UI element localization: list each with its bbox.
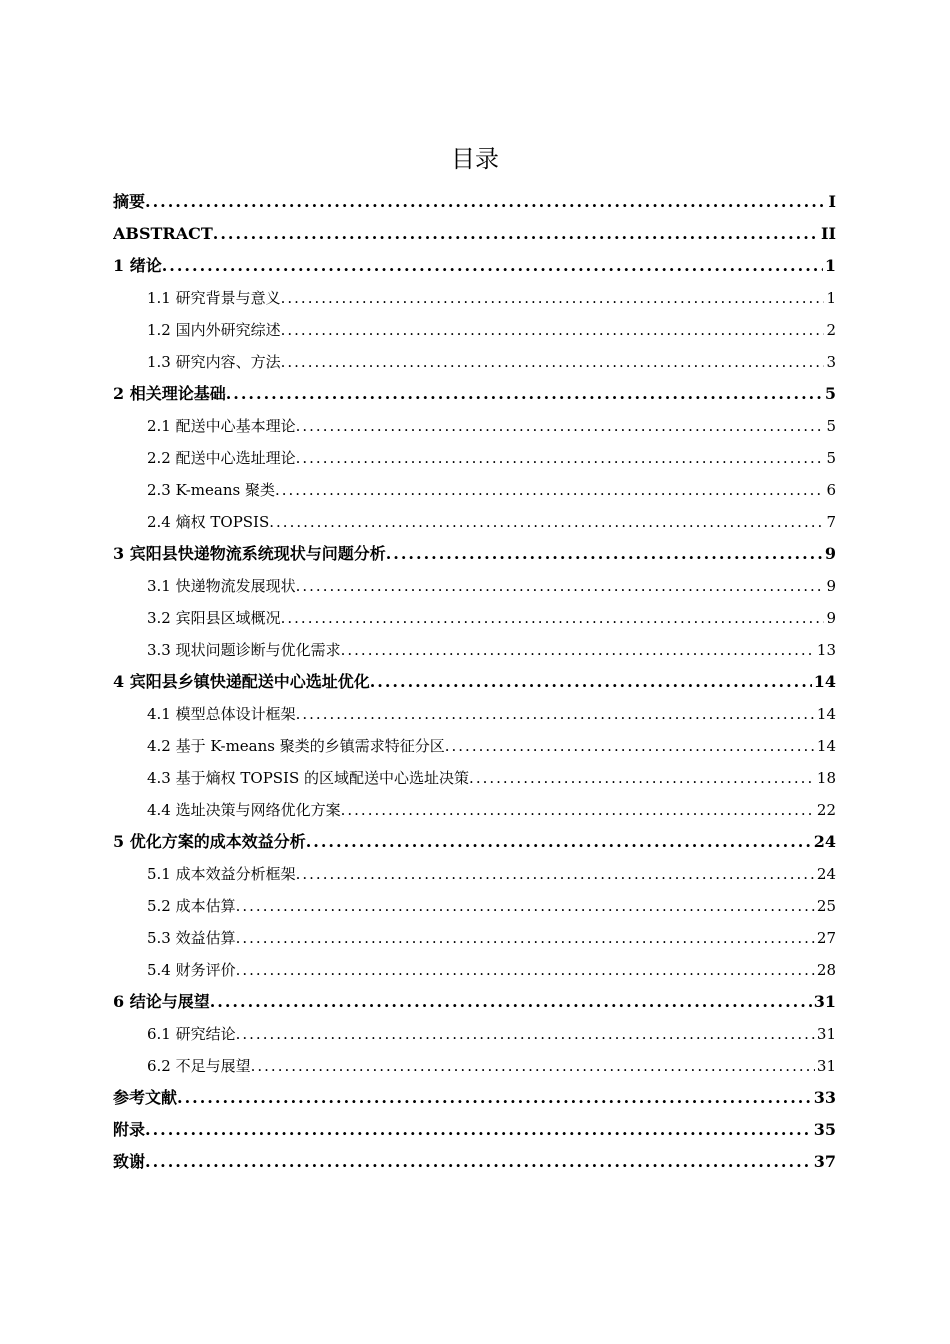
toc-entry-label: 4.2 基于 K-means 聚类的乡镇需求特征分区 xyxy=(147,737,445,755)
toc-dot-leader xyxy=(306,826,812,858)
toc-entry-page-number: 28 xyxy=(816,961,836,979)
toc-dot-leader xyxy=(236,954,815,986)
toc-entry[interactable] xyxy=(113,826,836,858)
toc-entry[interactable] xyxy=(113,762,836,794)
toc-entry-page-number: 24 xyxy=(816,865,836,883)
toc-entry-label: ABSTRACT xyxy=(113,224,213,243)
toc-entry[interactable] xyxy=(113,570,836,602)
toc-dot-leader xyxy=(281,346,825,378)
toc-entry-label: 2.1 配送中心基本理论 xyxy=(147,417,296,435)
toc-dot-leader xyxy=(281,314,825,346)
toc-entry-page-number: 1 xyxy=(826,289,836,307)
toc-entry[interactable] xyxy=(113,282,836,314)
toc-entry-label: 6 结论与展望 xyxy=(113,992,210,1011)
toc-entry[interactable] xyxy=(113,506,836,538)
toc-dot-leader xyxy=(296,570,825,602)
toc-dot-leader xyxy=(226,378,823,410)
toc-entry-page-number: 14 xyxy=(816,737,836,755)
toc-entry-page-number: 14 xyxy=(813,672,836,691)
toc-dot-leader xyxy=(269,506,824,538)
toc-dot-leader xyxy=(177,1082,812,1114)
toc-dot-leader xyxy=(145,186,827,218)
toc-dot-leader xyxy=(236,1018,815,1050)
toc-entry-label: 摘要 xyxy=(113,192,146,211)
toc-entry-label: 2.4 熵权 TOPSIS xyxy=(147,513,270,531)
toc-entry-label: 3 宾阳县快递物流系统现状与问题分析 xyxy=(113,544,386,563)
toc-entry[interactable] xyxy=(113,218,836,250)
toc-title: 目录 xyxy=(451,145,499,173)
toc-entry[interactable] xyxy=(113,1082,836,1114)
toc-dot-leader xyxy=(213,218,819,250)
toc-entry-page-number: 31 xyxy=(816,1057,836,1075)
toc-entry-label: 5.4 财务评价 xyxy=(147,961,236,979)
toc-entry[interactable] xyxy=(113,922,836,954)
toc-entry-label: 5.2 成本估算 xyxy=(147,897,236,915)
toc-dot-leader xyxy=(236,890,815,922)
toc-entry[interactable] xyxy=(113,538,836,570)
toc-dot-leader xyxy=(341,634,815,666)
toc-entry-label: 1 绪论 xyxy=(113,256,162,275)
toc-dot-leader xyxy=(275,474,824,506)
toc-entry-page-number: 24 xyxy=(813,832,836,851)
toc-entry-page-number: 6 xyxy=(826,481,836,499)
toc-entry[interactable] xyxy=(113,1114,836,1146)
toc-dot-leader xyxy=(145,1146,812,1178)
toc-dot-leader xyxy=(281,282,825,314)
toc-entry-page-number: 5 xyxy=(826,449,836,467)
toc-entry-label: 3.3 现状问题诊断与优化需求 xyxy=(147,641,341,659)
toc-entry-label: 2 相关理论基础 xyxy=(113,384,226,403)
toc-entry-page-number: 37 xyxy=(813,1152,836,1171)
toc-entry-label: 1.3 研究内容、方法 xyxy=(147,353,281,371)
toc-entry[interactable] xyxy=(113,1018,836,1050)
toc-entry[interactable] xyxy=(113,890,836,922)
toc-dot-leader xyxy=(296,410,825,442)
toc-entry-page-number: 13 xyxy=(816,641,836,659)
toc-entry-page-number: 31 xyxy=(813,992,836,1011)
toc-entry-label: 3.1 快递物流发展现状 xyxy=(147,577,296,595)
toc-entry-page-number: 33 xyxy=(813,1088,836,1107)
toc-entry-label: 1.1 研究背景与意义 xyxy=(147,289,281,307)
toc-entry-label: 致谢 xyxy=(113,1152,146,1171)
toc-entry[interactable] xyxy=(113,442,836,474)
toc-entry-page-number: 35 xyxy=(813,1120,836,1139)
toc-entry-page-number: II xyxy=(821,224,836,243)
toc-entry[interactable] xyxy=(113,250,836,282)
toc-entry-page-number: 1 xyxy=(824,256,836,275)
toc-dot-leader xyxy=(445,730,815,762)
toc-entry[interactable] xyxy=(113,474,836,506)
toc-entry-page-number: 3 xyxy=(826,353,836,371)
toc-entry-page-number: 7 xyxy=(826,513,836,531)
toc-entry-label: 6.2 不足与展望 xyxy=(147,1057,251,1075)
toc-dot-leader xyxy=(145,1114,812,1146)
toc-entry-label: 3.2 宾阳县区域概况 xyxy=(147,609,281,627)
toc-entry[interactable] xyxy=(113,666,836,698)
toc-entry-label: 6.1 研究结论 xyxy=(147,1025,236,1043)
toc-entry-page-number: 2 xyxy=(826,321,836,339)
toc-dot-leader xyxy=(296,858,815,890)
toc-entry-label: 4.4 选址决策与网络优化方案 xyxy=(147,801,341,819)
toc-entry[interactable] xyxy=(113,602,836,634)
toc-entry[interactable] xyxy=(113,986,836,1018)
toc-entry[interactable] xyxy=(113,1146,836,1178)
toc-dot-leader xyxy=(296,698,815,730)
toc-entry-page-number: 31 xyxy=(816,1025,836,1043)
toc-entry[interactable] xyxy=(113,410,836,442)
toc-entry-label: 4.1 模型总体设计框架 xyxy=(147,705,296,723)
toc-entry-label: 4 宾阳县乡镇快递配送中心选址优化 xyxy=(113,672,370,691)
toc-entry-page-number: 22 xyxy=(816,801,836,819)
toc-entry-page-number: 25 xyxy=(816,897,836,915)
toc-dot-leader xyxy=(251,1050,815,1082)
toc-entry-page-number: 18 xyxy=(816,769,836,787)
toc-dot-leader xyxy=(469,762,815,794)
toc-entry[interactable] xyxy=(113,730,836,762)
toc-dot-leader xyxy=(341,794,815,826)
toc-list xyxy=(113,186,836,1178)
toc-dot-leader xyxy=(162,250,823,282)
toc-entry-page-number: 5 xyxy=(824,384,836,403)
toc-entry[interactable] xyxy=(113,634,836,666)
toc-entry[interactable] xyxy=(113,698,836,730)
toc-entry[interactable] xyxy=(113,954,836,986)
toc-entry-label: 5.3 效益估算 xyxy=(147,929,236,947)
toc-entry[interactable] xyxy=(113,346,836,378)
toc-entry-page-number: 5 xyxy=(826,417,836,435)
toc-dot-leader xyxy=(386,538,823,570)
toc-dot-leader xyxy=(281,602,825,634)
toc-entry-label: 5.1 成本效益分析框架 xyxy=(147,865,296,883)
toc-entry-label: 附录 xyxy=(113,1120,146,1139)
toc-entry[interactable] xyxy=(113,794,836,826)
toc-entry-page-number: 14 xyxy=(816,705,836,723)
toc-entry-page-number: I xyxy=(828,192,836,211)
toc-entry-label: 2.2 配送中心选址理论 xyxy=(147,449,296,467)
toc-entry[interactable] xyxy=(113,858,836,890)
toc-entry-page-number: 9 xyxy=(826,609,836,627)
toc-entry-label: 2.3 K-means 聚类 xyxy=(147,481,275,499)
toc-entry[interactable] xyxy=(113,1050,836,1082)
toc-entry-label: 4.3 基于熵权 TOPSIS 的区域配送中心选址决策 xyxy=(147,769,470,787)
toc-entry[interactable] xyxy=(113,314,836,346)
toc-entry-label: 5 优化方案的成本效益分析 xyxy=(113,832,306,851)
toc-dot-leader xyxy=(236,922,815,954)
toc-entry-page-number: 27 xyxy=(816,929,836,947)
toc-entry[interactable] xyxy=(113,378,836,410)
toc-entry-page-number: 9 xyxy=(824,544,836,563)
toc-entry[interactable] xyxy=(113,186,836,218)
toc-dot-leader xyxy=(210,986,812,1018)
toc-dot-leader xyxy=(370,666,812,698)
toc-entry-page-number: 9 xyxy=(826,577,836,595)
toc-entry-label: 1.2 国内外研究综述 xyxy=(147,321,281,339)
toc-dot-leader xyxy=(296,442,825,474)
toc-entry-label: 参考文献 xyxy=(113,1088,178,1107)
